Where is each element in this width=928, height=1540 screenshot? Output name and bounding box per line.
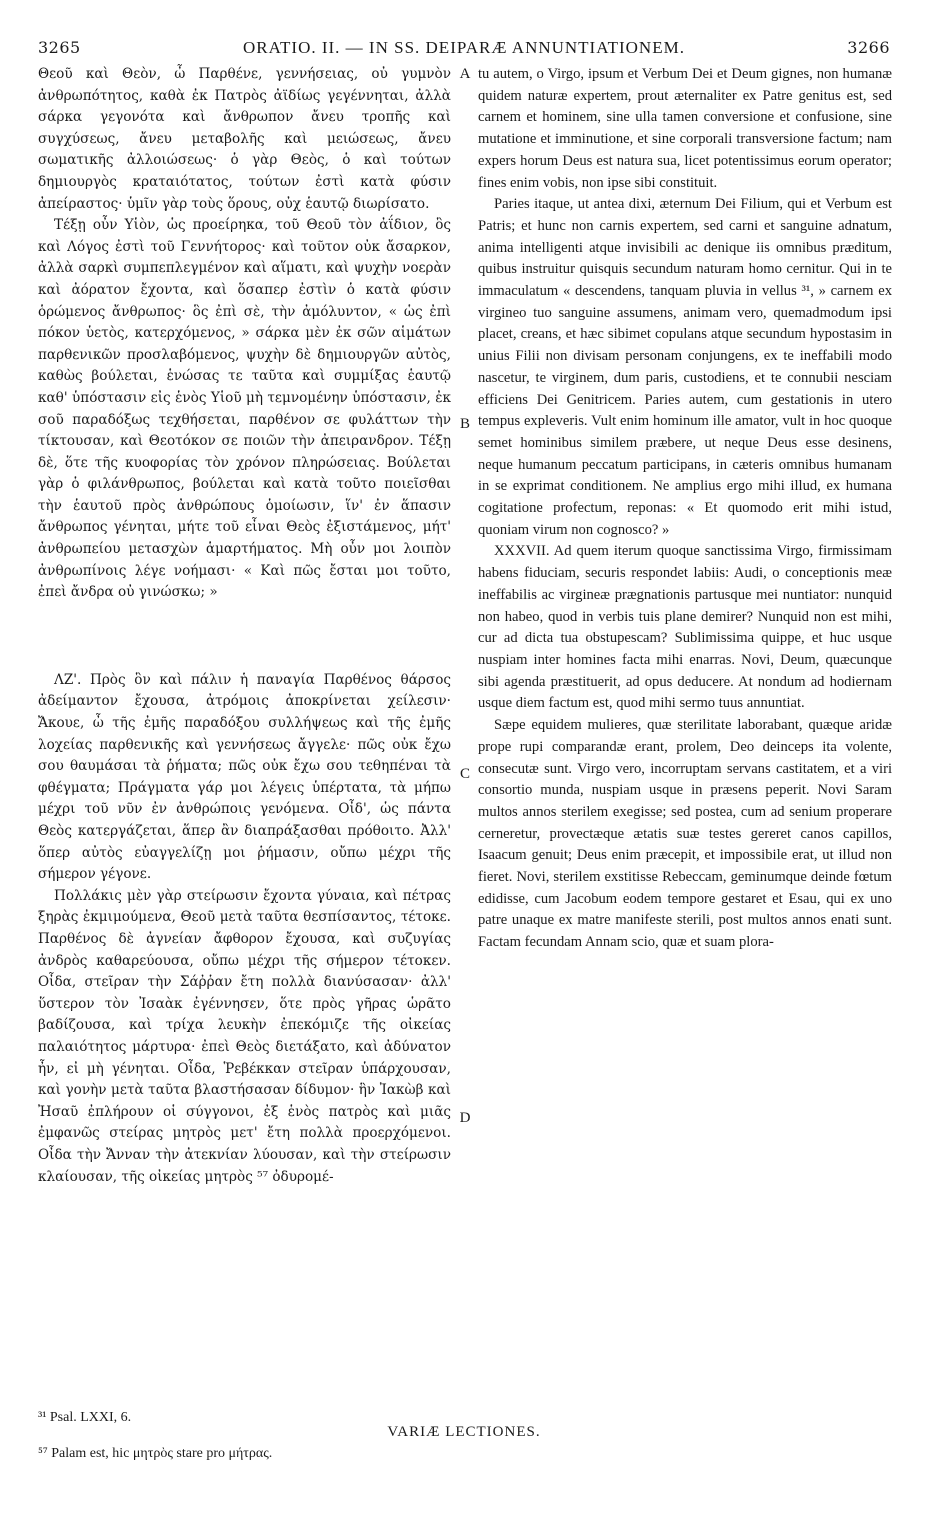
page-number-left: 3265	[38, 38, 81, 57]
variae-lectiones-heading: VARIÆ LECTIONES.	[387, 1424, 541, 1440]
latin-paragraph: XXXVII. Ad quem iterum quoque sanctissima Virgo, firmissimam habens fiduciam, securis respondet labiis: Audi, o conceptionis meæ ineffabilis ac virgineæ prægnationis partusque mei nuntiator: nunquid non habeo, quod in verbis tuis plane demirer? Nunquid non est mihi, cur ad dicta tua obstupescam? Sublimissima quippe, et huc usque nuspiam inter homines facta mihi enarras. Novi, Deum, quæcunque sibi agenda præstituerit, ad opus deducere. At nondum ad hodiernam usque diem factum est, quod mihi sermo tuus annuntiat.	[478, 543, 892, 712]
section-marker-a: A	[459, 66, 471, 82]
greek-paragraph: ΛΖ'. Πρὸς ὃν καὶ πάλιν ἡ παναγία Παρθένος θάρσος ἀδείμαντον ἔχουσα, ἀτρόμοις ἀποκρίνεται χείλεσιν· Ἄκουε, ὦ τῆς ἐμῆς παραδόξου συλλήψεως καὶ τῆς ἐμῆς λοχείας παρθενικῆς καὶ γεννήσεως ἄγγελε· πῶς οὐκ ἔχω σου θαυμάσαι τὰ ῥήματα; πῶς οὐκ ἔχω σου τεθηπέναι τὰ φθέγματα; Πράγματα γάρ μοι λέγεις ὑπέρτατα, τὰ μήπω μέχρι τοῦ νῦν ἐν ἀνθρώποις γενόμενα. Οἶδ', ὡς πάντα Θεὸς κατεργάζεται, ἅπερ ἂν διαπράξασθαι πρόθοιτο. Ἀλλ' ὅπερ αὐτὸς εὐαγγελίζῃ μοι ῥήμασιν, οὔπω μέχρι τῆς σήμερον γέγονε.	[38, 671, 451, 883]
latin-paragraph: Sæpe equidem mulieres, quæ sterilitate laborabant, quæque aridæ prope rupi comparandæ erant, prolem, Deo deinceps ita volente, consecutæ sunt. Virgo vero, incorruptam servans castitatem, et a viri consortio munda, nuspiam usque in præsens peperit. Novi Saram multos annos sterilem exegisse; sed postea, cum ad senium properare cerneretur, provectæque ætatis suæ testes gereret canos capillos, Isaacum genuit; Deus enim præcepit, et impossibile erat, ut illud non fieret. Novi, sterilem exstitisse Rebeccam, geminumque deinde fœtum edidisse, cum Jacobum eodem tempore gestaret et Esau, qui ex uno patre unaque ex matre manifeste sterili, post multos annos enati sunt. Factam fecundam Annam scio, quæ et suam plora-	[478, 717, 892, 951]
variae-lectiones-note: ⁵⁷ Palam est, hic μητρὸς stare pro μήτρας.	[38, 1446, 273, 1461]
section-marker-b: B	[459, 416, 470, 432]
section-marker-d: D	[459, 1110, 471, 1126]
running-title: ORATIO. II. — IN SS. DEIPARÆ ANNUNTIATIONEM.	[243, 38, 685, 57]
scripture-footnote: ³¹ Psal. LXXI, 6.	[38, 1410, 132, 1425]
page-header	[38, 38, 890, 64]
page-number-right: 3266	[847, 38, 890, 57]
greek-column	[38, 64, 451, 1188]
column-gap	[38, 604, 451, 670]
greek-paragraph: Πολλάκις μὲν γὰρ στείρωσιν ἔχοντα γύναια, καὶ πέτρας ξηρὰς ἐκμιμούμενα, Θεοῦ μετὰ ταῦτα θεσπίσαντος, τέτοκε. Παρθένος δὲ ἀγνείαν ἄφθορον ἔχουσα, καὶ συζυγίας ἀνδρὸς καθαρεύουσα, οὔπω μέχρι τῆς σήμερον τέτοκεν. Οἶδα, στεῖραν τὴν Σάῤῥαν ἔτη πολλὰ διανύσασαν· ἀλλ' ὕστερον τὸν Ἰσαὰκ ἐγέννησεν, ὅτε πρὸς γῆρας ὡρᾶτο βαδίζουσα, καὶ τρίχα λευκὴν ἐπεκόμιζε τῆς οἰκείας παλαιότητος μάρτυρα· ἐπεὶ Θεὸς διετάξατο, καὶ ἀδύνατον ἦν, εἰ μὴ γένηται. Οἶδα, Ῥεβέκκαν στεῖραν ὑπάρχουσαν, καὶ γονὴν μετὰ ταῦτα βλαστήσασαν δίδυμον· ἣν Ἰακὼβ καὶ Ἠσαῦ ἐπλήρουν οἱ σύγγονοι, ἐξ ἑνὸς πατρὸς καὶ μιᾶς ἐμφανῶς στείρας μητρὸς μετ' ἔτη πολλὰ προερχόμενοι. Οἶδα τὴν Ἄνναν τὴν ἀτεκνίαν λύουσαν, καὶ τὴν στείρωσιν κλαίουσαν, τῆς οἰκείας μητρὸς ⁵⁷ ὀδυρομέ-	[38, 887, 451, 1185]
latin-column	[478, 64, 892, 954]
greek-paragraph: Τέξῃ οὖν Υἱὸν, ὡς προείρηκα, τοῦ Θεοῦ τὸν ἀΐδιον, ὃς καὶ Λόγος ἐστὶ τοῦ Γεννήτορος· καὶ τοῦτον οὐκ ἄσαρκον, ἀλλὰ σαρκὶ συμπεπλεγμένον καὶ αἵματι, καὶ ψυχὴν νοερὰν καὶ ἀόρατον ἔχοντα, καὶ ὅσαπερ ἐστὶν ὁ κατὰ φύσιν ὁρώμενος ἄνθρωπος· ὃς ἐπὶ σὲ, τὴν ἀμόλυντον, « ὡς ἐπὶ πόκον ὑετὸς, κατερχόμενος, » σάρκα μὲν ἐκ σῶν αἱμάτων παρθενικῶν προσλαβόμενος, ψυχὴν δὲ δημιουργῶν αὐτὸς, καθὼς βούλεται, ἑνώσας τε ταῦτα καὶ συμμίξας ἑαυτῷ καθ' ὑπόστασιν εἰς ἑνὸς Υἱοῦ μὴ τεμνομένην ὑπόστασιν, ἐκ σοῦ παραδόξως τεχθήσεται, παρθένον σε φυλάττων τὴν τίκτουσαν, καὶ Θεοτόκον σε ποιῶν τὴν ἀπειρανδρον. Τέξῃ δὲ, ὅτε τῆς κυοφορίας τὸν χρόνον πληρώσειας. Βούλεται γὰρ ὁ φιλάνθρωπος, βούλεται καὶ κατὰ τοῦτο ποιεῖσθαι τὴν ἑαυτοῦ πρὸς ἀνθρώπους ὁμοίωσιν, ἵν' ἐν ἅπασιν ἄνθρωπος γένηται, μήτε τοῦ εἶναι Θεὸς ἐξιστάμενος, μήτ' ἀνθρωπείου μετασχὼν ἁμαρτήματος. Μὴ οὖν μοι λοιπὸν ἀνθρωπίνοις λέγε νοήμασι· « Καὶ πῶς ἔσται μοι τοῦτο, ἐπεὶ ἄνδρα οὐ γινώσκω; »	[38, 217, 451, 601]
section-marker-c: C	[459, 766, 470, 782]
latin-paragraph: Paries itaque, ut antea dixi, æternum Dei Filium, qui et Verbum est Patris; et hunc non carnis expertem, sed carni et sanguine adnatum, anima intelligenti atque invisibili ac denique iis omnibus præditum, quibus instruitur quisquis secundum naturam homo cernitur. Qui in te immaculatum « descendens, tanquam pluvia in vellus ³¹, » carnem ex virgineo tuo sanguine assumens, animam vero, quemadmodum ipsi placet, creans, et hæc sibimet copulans atque secundum hypostasim in unius Filii non divisam personam conjungens, ex te ineffabili modo nascetur, te virginem, dum paris, custodiens, et te connubii nesciam efficiens Dei Genitricem. Paries autem, cum gestationis in utero tempus expleveris. Vult enim hominum ille amator, vult in hoc quoque semet hominibus similem præbere, ut neque Deus esse desinens, neque humanum peccatum participans, in cæteris omnibus humanam in se exprimat conditionem. Ne amplius ergo mihi illud, ex humana cogitatione profectum, reponas: « Et quomodo erit mihi istud, quoniam virum non cognosco? »	[478, 196, 892, 538]
greek-paragraph: Θεοῦ καὶ Θεὸν, ὦ Παρθένε, γεννήσειας, οὐ γυμνὸν ἀνθρωπότητος, καθὰ ἐκ Πατρὸς ἀϊδίως γεγέννηται, ἀλλὰ σάρκα γεγονότα καὶ ἄνθρωπον ἄνευ τροπῆς καὶ συγχύσεως, ἄνευ μεταβολῆς καὶ μειώσεως, ἄνευ σωματικῆς ἀλλοιώσεως· ὁ γὰρ Θεὸς, ὁ καὶ τούτων δημιουργὸς κραταιότατος, τούτων ἐστὶ κατὰ φύσιν ἀπείραστος· ὑμῖν γὰρ τοὺς ὅρους, οὐχ ἑαυτῷ διωρίσατο.	[38, 66, 451, 212]
latin-paragraph: tu autem, o Virgo, ipsum et Verbum Dei et Deum gignes, non humanæ quidem naturæ expertem, prout æternaliter ex Patre genitus est, sed carnem et hominem, sine ulla tamen conversione et confusione, sine mutatione et imminutione, et sine corporali transversione factum; nam expers horum Deus est natura sua, licet potentissimus eorum operator; fines enim vobis, non ipse sibi constituit.	[478, 66, 892, 191]
